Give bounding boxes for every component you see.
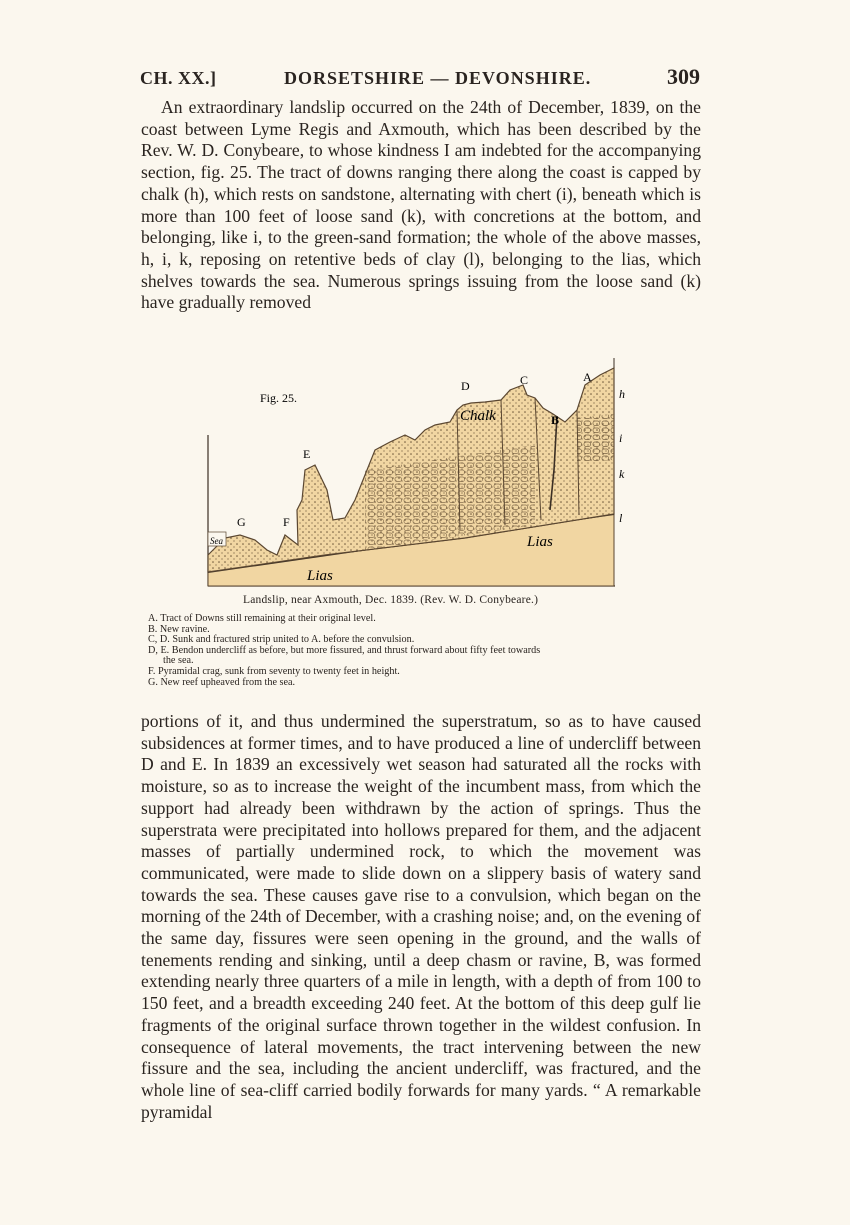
paragraph-1 bbox=[141, 97, 701, 314]
paragraph-2-text: portions of it, and thus undermined the superstratum, so as to have caused subsidences at former times, and to have produced a line of undercliff between D and E. In 1839 an excessively wet season had saturated all the rocks with moisture, so as to increase the weight of the incumbent mass, from which the support had already been withdrawn by the action of springs. Thus the superstrata were precipitated into hollows prepared for them, and the adjacent masses of partially undermined rock, to which the movement was communicated, were made to slide down on a slippery basis of watery sand towards the sea. These causes gave rise to a convulsion, which began on the morning of the 24th of December, with a crashing noise; and, on the evening of the same day, fissures were seen opening in the ground, and the walls of tenements rending and sinking, until a deep chasm or ravine, B, was formed extending nearly three quarters of a mile in length, with a depth of from 100 to 150 feet, and a breadth exceeding 240 feet. At the bottom of this deep gulf lie fragments of the original surface thrown together in the wildest confusion. In consequence of lateral movements, the tract intervening between the new fissure and the sea, including the ancient undercliff, was fractured, and the whole line of sea-cliff carried bodily forwards for many yards. “ A remarkable pyramidal bbox=[141, 711, 701, 1122]
stratum-h-label: h bbox=[619, 387, 625, 401]
fig-label: Fig. 25. bbox=[260, 391, 298, 405]
label-B: B bbox=[551, 413, 560, 427]
figure-25 bbox=[205, 350, 635, 595]
figure-legend bbox=[148, 614, 708, 688]
running-title: DORSETSHIRE — DEVONSHIRE. bbox=[284, 68, 592, 88]
label-E: E bbox=[303, 447, 311, 461]
running-header bbox=[140, 64, 700, 94]
stratum-l-label: l bbox=[619, 511, 623, 525]
legend-item: G. New reef upheaved from the sea. bbox=[148, 676, 296, 688]
lias-label-upper: Lias bbox=[527, 534, 553, 550]
paragraph-2 bbox=[141, 711, 701, 1123]
legend-item: A. Tract of Downs still remaining at their original level. bbox=[148, 613, 376, 624]
label-A: A bbox=[583, 370, 592, 384]
label-C: C bbox=[520, 373, 529, 387]
legend-item: F. Pyramidal crag, sunk from seventy to twenty feet in height. bbox=[148, 665, 400, 677]
legend-item: D, E. Bendon undercliff as before, but more fissured, and thrust forward about fifty feet towards bbox=[148, 644, 541, 656]
lias-label-lower: Lias bbox=[307, 568, 333, 584]
label-G: G bbox=[237, 515, 246, 529]
legend-item: B. New ravine. bbox=[148, 623, 210, 635]
landslip-section-diagram bbox=[205, 350, 635, 595]
label-F: F bbox=[283, 515, 290, 529]
label-D: D bbox=[461, 379, 470, 393]
figure-caption: Landslip, near Axmouth, Dec. 1839. (Rev. W. D. Conybeare.) bbox=[243, 594, 539, 606]
stratum-i-label: i bbox=[619, 431, 623, 445]
stratum-k-label: k bbox=[619, 467, 625, 481]
legend-item: C, D. Sunk and fractured strip united to A. before the convulsion. bbox=[148, 634, 415, 646]
legend-item: the sea. bbox=[163, 655, 194, 667]
chapter-label: CH. XX.] bbox=[140, 68, 217, 88]
chalk-label: Chalk bbox=[460, 408, 496, 424]
paragraph-1-text: An extraordinary landslip occurred on the 24th of December, 1839, on the coast between Lyme Regis and Axmouth, which has been described by the Rev. W. D. Conybeare, to whose kindness I am indebted for the accompanying section, fig. 25. The tract of downs ranging there along the coast is capped by chalk (h), which rests on sandstone, alternating with chert (i), beneath which is more than 100 feet of loose sand (k), with concretions at the bottom, and belonging, like i, to the green-sand formation; the whole of the above masses, h, i, k, reposing on retentive beds of clay (l), belonging to the lias, which shelves towards the sea. Numerous springs issuing from the loose sand (k) have gradually removed bbox=[141, 97, 701, 313]
sea-label: Sea bbox=[210, 536, 223, 546]
page-number: 309 bbox=[667, 64, 700, 89]
